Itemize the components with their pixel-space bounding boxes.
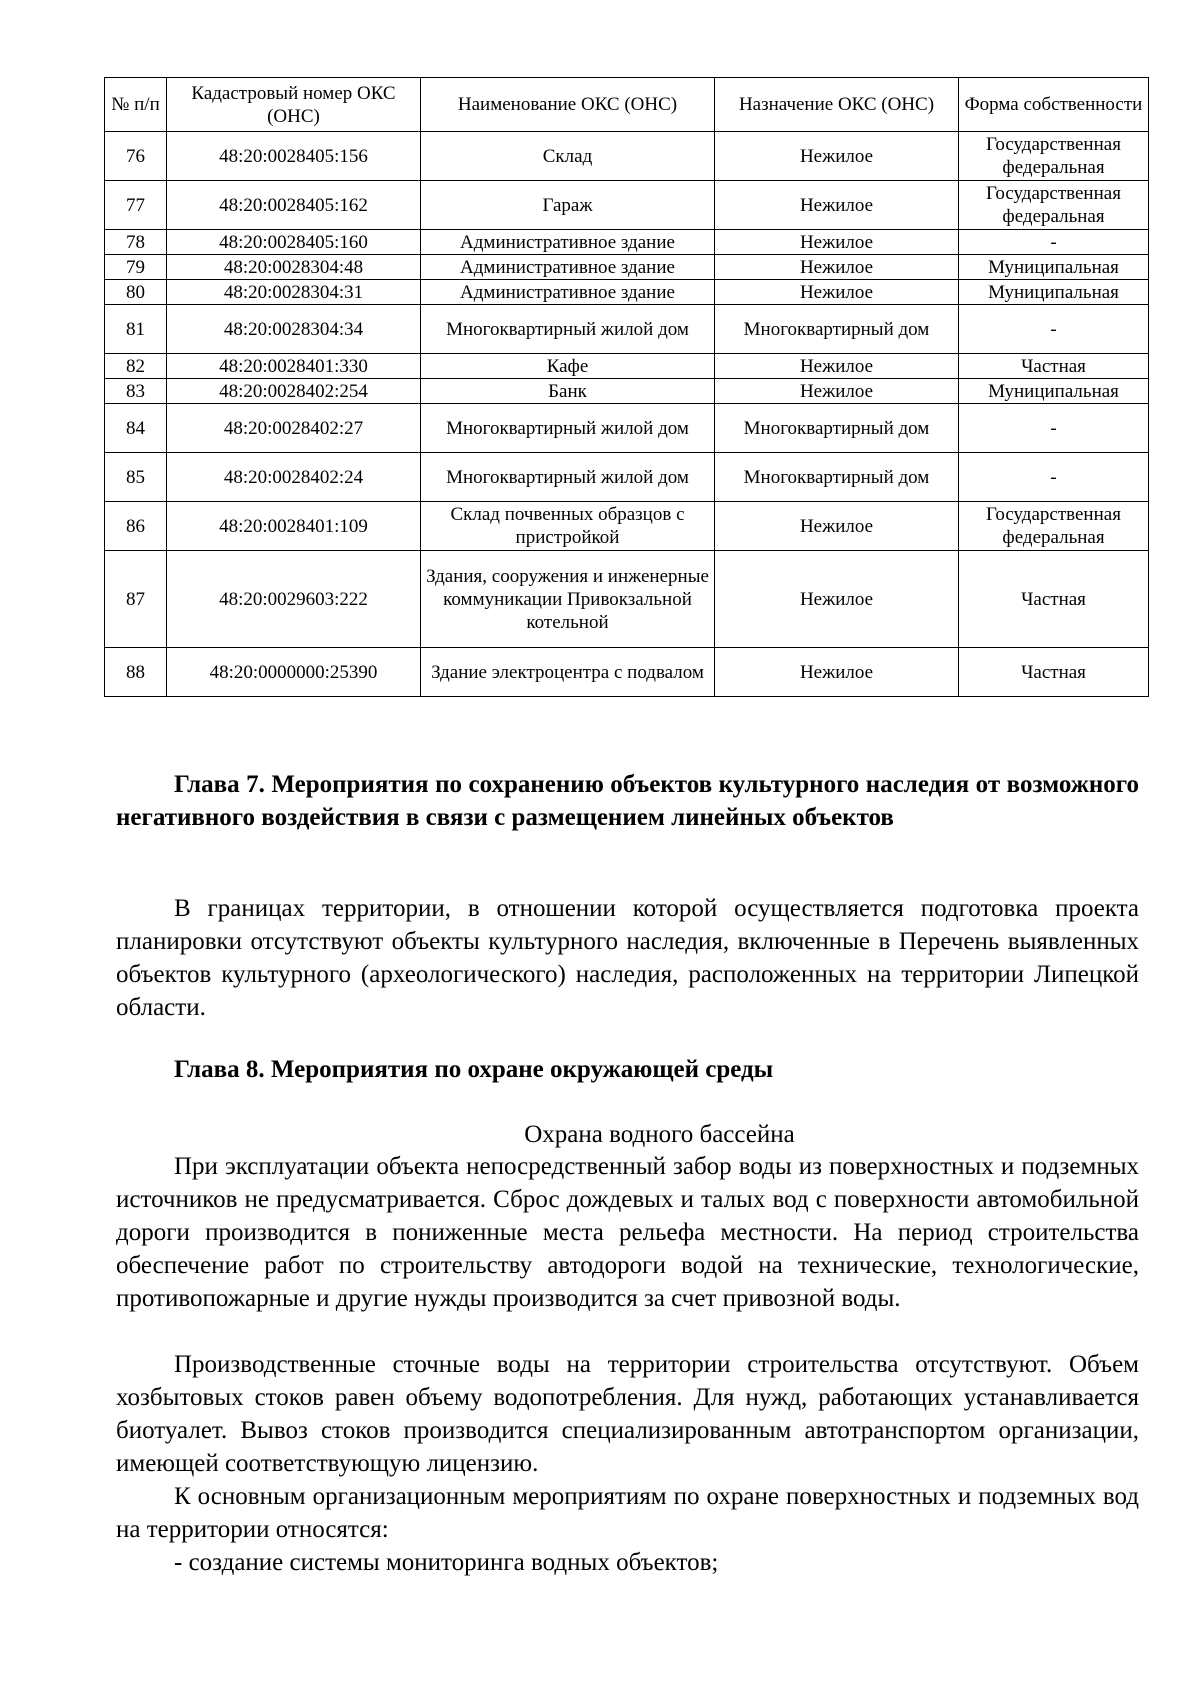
cell-name: Многоквартирный жилой дом: [421, 404, 715, 453]
cell-purpose: Нежилое: [715, 551, 959, 648]
chapter-8-paragraph-1: При эксплуатации объекта непосредственный забор воды из поверхностных и подземных источников не предусматривается. Сброс дождевых и талых вод с поверхности автомобильной дороги производится в пониженные места рельефа местности. На период строительства обеспечение работ по строительству автодороги водой на технические, технологические, противопожарные и другие нужды производится за счет привозной воды.: [116, 1153, 1139, 1312]
cell-name: Склад: [421, 132, 715, 181]
table-row: [105, 280, 1149, 305]
cell-purpose: Многоквартирный дом: [715, 453, 959, 502]
chapter-8-paragraph-2: Производственные сточные воды на территории строительства отсутствуют. Объем хозбытовых стоков равен объему водопотребления. Для нужд, работающих устанавливается биотуалет. Вывоз стоков производится специализированным автотранспортом организации, имеющей соответствующую лицензию.: [116, 1351, 1139, 1477]
cell-number: 76: [105, 132, 167, 181]
cell-ownership: Муниципальная: [959, 255, 1149, 280]
cell-ownership: Государственная федеральная: [959, 181, 1149, 230]
cell-ownership: Частная: [959, 354, 1149, 379]
cell-ownership: -: [959, 305, 1149, 354]
cell-purpose: Нежилое: [715, 230, 959, 255]
cell-purpose: Нежилое: [715, 502, 959, 551]
chapter-7-paragraph: В границах территории, в отношении которой осуществляется подготовка проекта планировки отсутствуют объекты культурного наследия, включенные в Перечень выявленных объектов культурного (археологического) наследия, расположенных на территории Липецкой области.: [116, 895, 1139, 1021]
chapter-8-paragraph-3: К основным организационным мероприятиям по охране поверхностных и подземных вод на территории относятся:: [116, 1483, 1139, 1543]
cell-ownership: Частная: [959, 551, 1149, 648]
cell-cadastral: 48:20:0000000:25390: [167, 648, 421, 697]
cell-name: Гараж: [421, 181, 715, 230]
cell-number: 86: [105, 502, 167, 551]
cell-name: Склад почвенных образцов с пристройкой: [421, 502, 715, 551]
table-row: [105, 255, 1149, 280]
cell-cadastral: 48:20:0028304:31: [167, 280, 421, 305]
cell-purpose: Нежилое: [715, 181, 959, 230]
cell-number: 83: [105, 379, 167, 404]
cell-name: Многоквартирный жилой дом: [421, 453, 715, 502]
cell-name: Многоквартирный жилой дом: [421, 305, 715, 354]
cell-purpose: Нежилое: [715, 255, 959, 280]
cell-number: 87: [105, 551, 167, 648]
chapter-8-list-item: - создание системы мониторинга водных объектов;: [174, 1549, 719, 1576]
cell-number: 77: [105, 181, 167, 230]
header-ownership: Форма собственности: [959, 78, 1149, 132]
table-row: [105, 354, 1149, 379]
cell-cadastral: 48:20:0028405:160: [167, 230, 421, 255]
cell-purpose: Нежилое: [715, 648, 959, 697]
cell-ownership: Государственная федеральная: [959, 502, 1149, 551]
cell-name: Здания, сооружения и инженерные коммуникации Привокзальной котельной: [421, 551, 715, 648]
cell-number: 85: [105, 453, 167, 502]
cell-ownership: -: [959, 453, 1149, 502]
cell-name: Административное здание: [421, 255, 715, 280]
oks-table: [104, 77, 1149, 697]
header-name: Наименование ОКС (ОНС): [421, 78, 715, 132]
cell-number: 84: [105, 404, 167, 453]
cell-ownership: Муниципальная: [959, 280, 1149, 305]
cell-cadastral: 48:20:0028405:156: [167, 132, 421, 181]
table-header-row: [105, 78, 1149, 132]
cell-cadastral: 48:20:0028405:162: [167, 181, 421, 230]
header-purpose: Назначение ОКС (ОНС): [715, 78, 959, 132]
cell-cadastral: 48:20:0029603:222: [167, 551, 421, 648]
table-row: [105, 551, 1149, 648]
cell-purpose: Нежилое: [715, 354, 959, 379]
cell-name: Административное здание: [421, 230, 715, 255]
cell-name: Административное здание: [421, 280, 715, 305]
table-row: [105, 181, 1149, 230]
cell-cadastral: 48:20:0028304:34: [167, 305, 421, 354]
cell-cadastral: 48:20:0028402:254: [167, 379, 421, 404]
cell-ownership: Государственная федеральная: [959, 132, 1149, 181]
cell-cadastral: 48:20:0028401:330: [167, 354, 421, 379]
cell-ownership: -: [959, 230, 1149, 255]
cell-purpose: Нежилое: [715, 280, 959, 305]
cell-purpose: Нежилое: [715, 379, 959, 404]
table-row: [105, 502, 1149, 551]
cell-number: 88: [105, 648, 167, 697]
cell-ownership: Частная: [959, 648, 1149, 697]
table-row: [105, 379, 1149, 404]
cell-purpose: Многоквартирный дом: [715, 305, 959, 354]
chapter-8-heading: Глава 8. Мероприятия по охране окружающей среды: [174, 1056, 774, 1083]
table-row: [105, 230, 1149, 255]
cell-name: Банк: [421, 379, 715, 404]
cell-name: Здание электроцентра с подвалом: [421, 648, 715, 697]
cell-number: 79: [105, 255, 167, 280]
cell-cadastral: 48:20:0028402:24: [167, 453, 421, 502]
cell-name: Кафе: [421, 354, 715, 379]
cell-number: 82: [105, 354, 167, 379]
table-row: [105, 648, 1149, 697]
table-row: [105, 305, 1149, 354]
section-subtitle: Охрана водного бассейна: [524, 1121, 795, 1148]
cell-number: 81: [105, 305, 167, 354]
cell-ownership: Муниципальная: [959, 379, 1149, 404]
cell-cadastral: 48:20:0028304:48: [167, 255, 421, 280]
table-row: [105, 453, 1149, 502]
table-row: [105, 132, 1149, 181]
cell-purpose: Нежилое: [715, 132, 959, 181]
cell-ownership: -: [959, 404, 1149, 453]
cell-number: 78: [105, 230, 167, 255]
cell-number: 80: [105, 280, 167, 305]
cell-purpose: Многоквартирный дом: [715, 404, 959, 453]
header-cadastral: Кадастровый номер ОКС (ОНС): [167, 78, 421, 132]
table-row: [105, 404, 1149, 453]
cell-cadastral: 48:20:0028401:109: [167, 502, 421, 551]
cell-cadastral: 48:20:0028402:27: [167, 404, 421, 453]
header-number: № п/п: [105, 78, 167, 132]
chapter-7-heading: Глава 7. Мероприятия по сохранению объектов культурного наследия от возможного негативного воздействия в связи с размещением линейных объектов: [116, 771, 1139, 831]
